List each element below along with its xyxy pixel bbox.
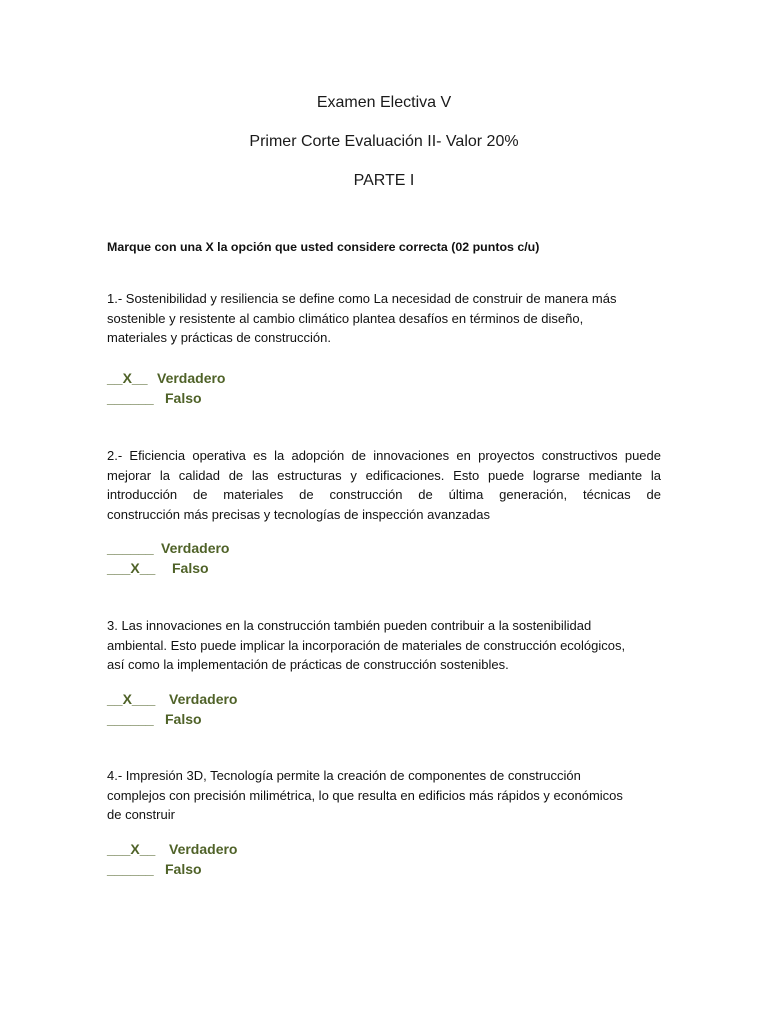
answer-label: Verdadero	[157, 370, 226, 386]
question-1	[107, 289, 661, 348]
section-title: PARTE I	[353, 172, 415, 189]
exam-title: Examen Electiva V	[316, 94, 452, 111]
answer-mark: ______	[107, 711, 154, 727]
question-4-line-1: 4.- Impresión 3D, Tecnología permite la creación de componentes de construcción	[107, 768, 581, 783]
answer-option-false[interactable]	[107, 861, 427, 881]
answer-option-false[interactable]	[107, 711, 427, 731]
question-1-line-1: 1.- Sostenibilidad y resiliencia se define como La necesidad de construir de manera más	[107, 291, 617, 306]
answer-option-true[interactable]	[107, 540, 427, 560]
question-2-line-3: introducción de materiales de construcción de última generación, técnicas de	[107, 487, 661, 502]
answer-mark: ______	[107, 390, 154, 406]
answer-option-true[interactable]	[107, 370, 427, 390]
question-2-line-2: mejorar la calidad de las estructuras y edificaciones. Esto puede lograrse mediante la	[107, 467, 661, 483]
instruction-text: Marque con una X la opción que usted considere correcta (02 puntos c/u)	[107, 240, 540, 254]
question-3-answers	[107, 691, 427, 731]
question-3-line-1: 3. Las innovaciones en la construcción también pueden contribuir a la sostenibilidad	[107, 618, 592, 633]
answer-label: Verdadero	[169, 691, 238, 707]
answer-label: Verdadero	[161, 540, 230, 556]
question-1-line-3: materiales y prácticas de construcción.	[107, 330, 331, 345]
answer-label: Falso	[165, 861, 202, 877]
answer-label: Falso	[165, 390, 202, 406]
answer-option-true[interactable]	[107, 841, 427, 861]
answer-mark: __X___	[107, 691, 156, 707]
answer-mark: ______	[107, 861, 154, 877]
question-2	[107, 446, 661, 524]
answer-mark: ______	[107, 540, 154, 556]
answer-mark: ___X__	[107, 841, 156, 857]
question-1-answers	[107, 370, 427, 410]
question-4-line-2: complejos con precisión milimétrica, lo que resulta en edificios más rápidos y económicos	[107, 787, 623, 803]
answer-mark: ___X__	[107, 560, 156, 576]
answer-label: Falso	[165, 711, 202, 727]
question-4-line-3: de construir	[107, 807, 175, 822]
question-2-line-1: 2.- Eficiencia operativa es la adopción de innovaciones en proyectos constructivos puede	[107, 448, 661, 463]
question-4-answers	[107, 841, 427, 881]
question-1-line-2: sostenible y resistente al cambio climático plantea desafíos en términos de diseño,	[107, 310, 584, 326]
question-4	[107, 766, 661, 825]
answer-option-false[interactable]	[107, 560, 427, 580]
answer-mark: __X__	[107, 370, 148, 386]
answer-option-false[interactable]	[107, 390, 427, 410]
question-2-answers	[107, 540, 427, 580]
question-3	[107, 616, 661, 675]
question-3-line-2: ambiental. Esto puede implicar la incorporación de materiales de construcción ecológicos,	[107, 637, 626, 653]
question-2-line-4: construcción más precisas y tecnologías de inspección avanzadas	[107, 506, 490, 522]
exam-subtitle: Primer Corte Evaluación II- Valor 20%	[249, 133, 519, 150]
answer-label: Falso	[172, 560, 209, 576]
question-3-line-3: así como la implementación de prácticas de construcción sostenibles.	[107, 657, 509, 672]
answer-label: Verdadero	[169, 841, 238, 857]
answer-option-true[interactable]	[107, 691, 427, 711]
